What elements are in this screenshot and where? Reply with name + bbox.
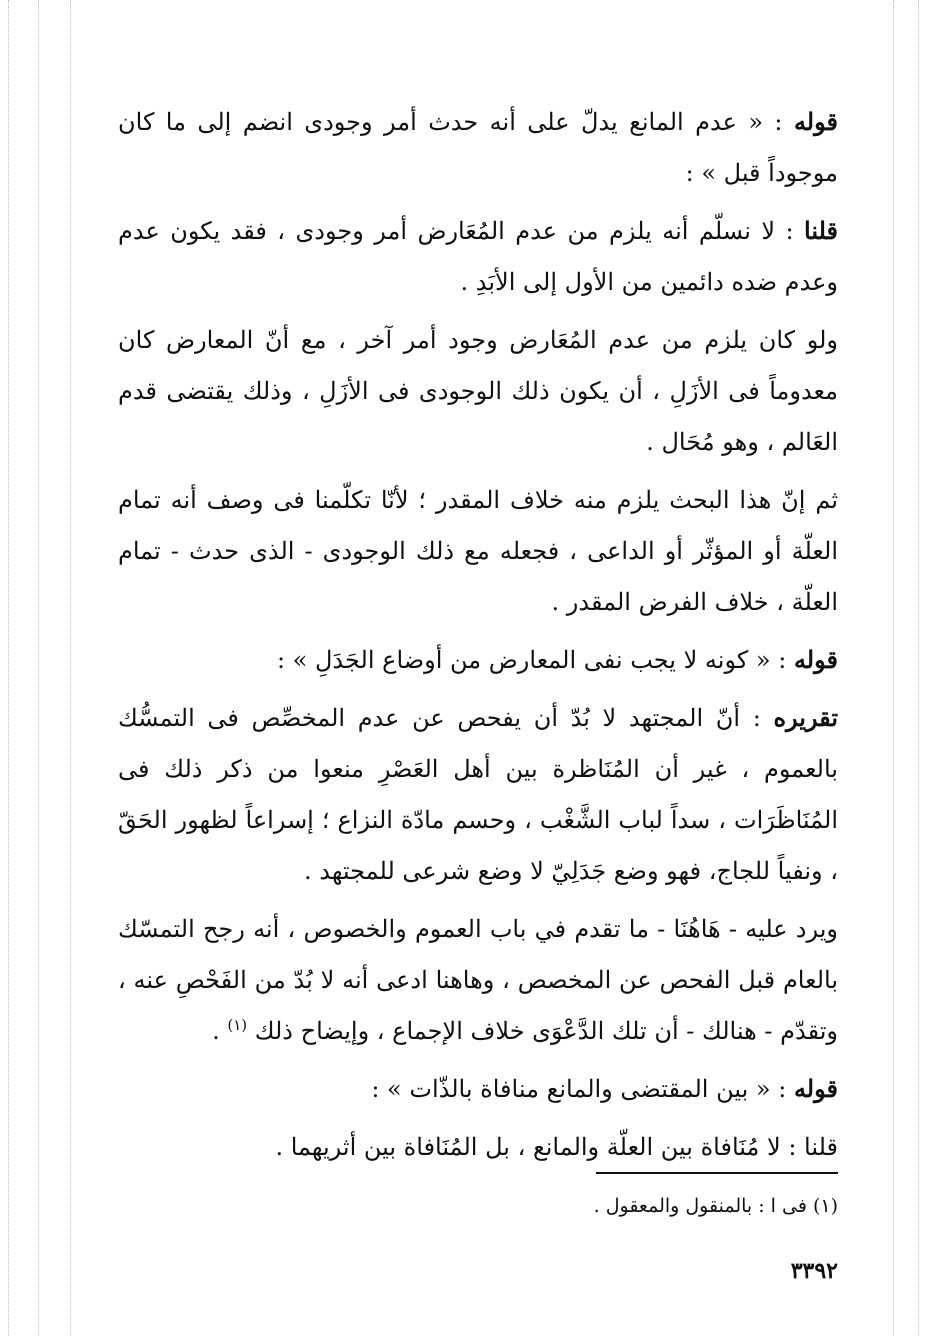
paragraph-7 (118, 903, 838, 1057)
paragraph-text: ولو كان يلزم من عدم المُعَارض وجود أمر آخر ، مع أنّ المعارض كان معدوماً فى الأزَلِ ، أن يكون ذلك الوجودى فى الأزَلِ ، وذلك يقتضى قدم العَالم ، وهو مُحَال . (118, 326, 838, 456)
paragraph-lead: قوله (793, 1074, 838, 1103)
footnote-divider (596, 1172, 838, 1174)
paragraph-text: قلنا : لا مُنَافاة بين العلّة والمانع ، بل المُنَافاة بين أثريهما . (275, 1133, 838, 1161)
scan-artifact-line (8, 0, 9, 1336)
paragraph-text: : لا نسلّم أنه يلزم من عدم المُعَارض أمر وجودى ، فقد يكون عدم وعدم ضده دائمين من الأول إلى الأبَدِ . (118, 217, 838, 296)
paragraph-text: ويرد عليه - هَاهُنَا - ما تقدم في باب العموم والخصوص ، أنه رجح التمسّك بالعام قبل الفحص عن المخصص ، وهاهنا ادعى أنه لا بُدّ من الفَحْصِ عنه ، وتقدّم - هنالك - أن تلك الدَّعْوَى خلاف الإجماع ، وإيضاح ذلك (118, 915, 838, 1045)
paragraph-text: : أنّ المجتهد لا بُدّ أن يفحص عن عدم المخصِّص فى التمسُّك بالعموم ، غير أن المُنَاظرة بين أهل العَصْرِ منعوا من ذكر ذلك فى المُنَاظَرَات ، سداً لباب الشَّغْب ، وحسم مادّة النزاع ؛ إسراعاً لظهور الحَقّ ، ونفياً للجاج، فهو وضع جَدَلِيّ لا وضع شرعى للمجتهد . (118, 704, 838, 885)
paragraph-text: ثم إنّ هذا البحث يلزم منه خلاف المقدر ؛ لأنّا تكلّمنا فى وصف أنه تمام العلّة أو المؤثّر أو الداعى ، فجعله مع ذلك الوجودى - الذى حدث - تمام العلّة ، خلاف الفرض المقدر . (118, 486, 838, 616)
footnote: (١) فى ا : بالمنقول والمعقول . (593, 1195, 838, 1217)
paragraph-text: : « عدم المانع يدلّ على أنه حدث أمر وجودى انضم إلى ما كان موجوداً قبل » : (118, 108, 838, 187)
paragraph-text: : « كونه لا يجب نفى المعارض من أوضاع الجَدَلِ » : (276, 646, 794, 674)
scan-artifact-line (918, 0, 919, 1336)
paragraph-text: : « بين المقتضى والمانع منافاة بالذّات » : (371, 1075, 794, 1103)
paragraph-lead: قلنا (804, 216, 838, 245)
paragraph-6 (118, 692, 838, 897)
paragraph-5 (118, 634, 838, 686)
paragraph-8 (118, 1063, 838, 1115)
paragraph-4 (118, 474, 838, 628)
paragraph-tail: . (212, 1017, 228, 1045)
paragraph-1 (118, 96, 838, 199)
scan-artifact-line (38, 0, 39, 1336)
paragraph-lead: تقريره (773, 703, 838, 732)
paragraph-9 (118, 1121, 838, 1173)
scan-artifact-line (70, 0, 71, 1336)
page-number: ٣٣٩٢ (790, 1258, 838, 1284)
paragraph-lead: قوله (793, 645, 838, 674)
main-text (118, 96, 838, 1179)
paragraph-lead: قوله (793, 107, 838, 136)
paragraph-2 (118, 205, 838, 308)
footnote-reference: (١) (227, 1016, 248, 1034)
paragraph-3 (118, 314, 838, 468)
scan-artifact-line (893, 0, 894, 1336)
